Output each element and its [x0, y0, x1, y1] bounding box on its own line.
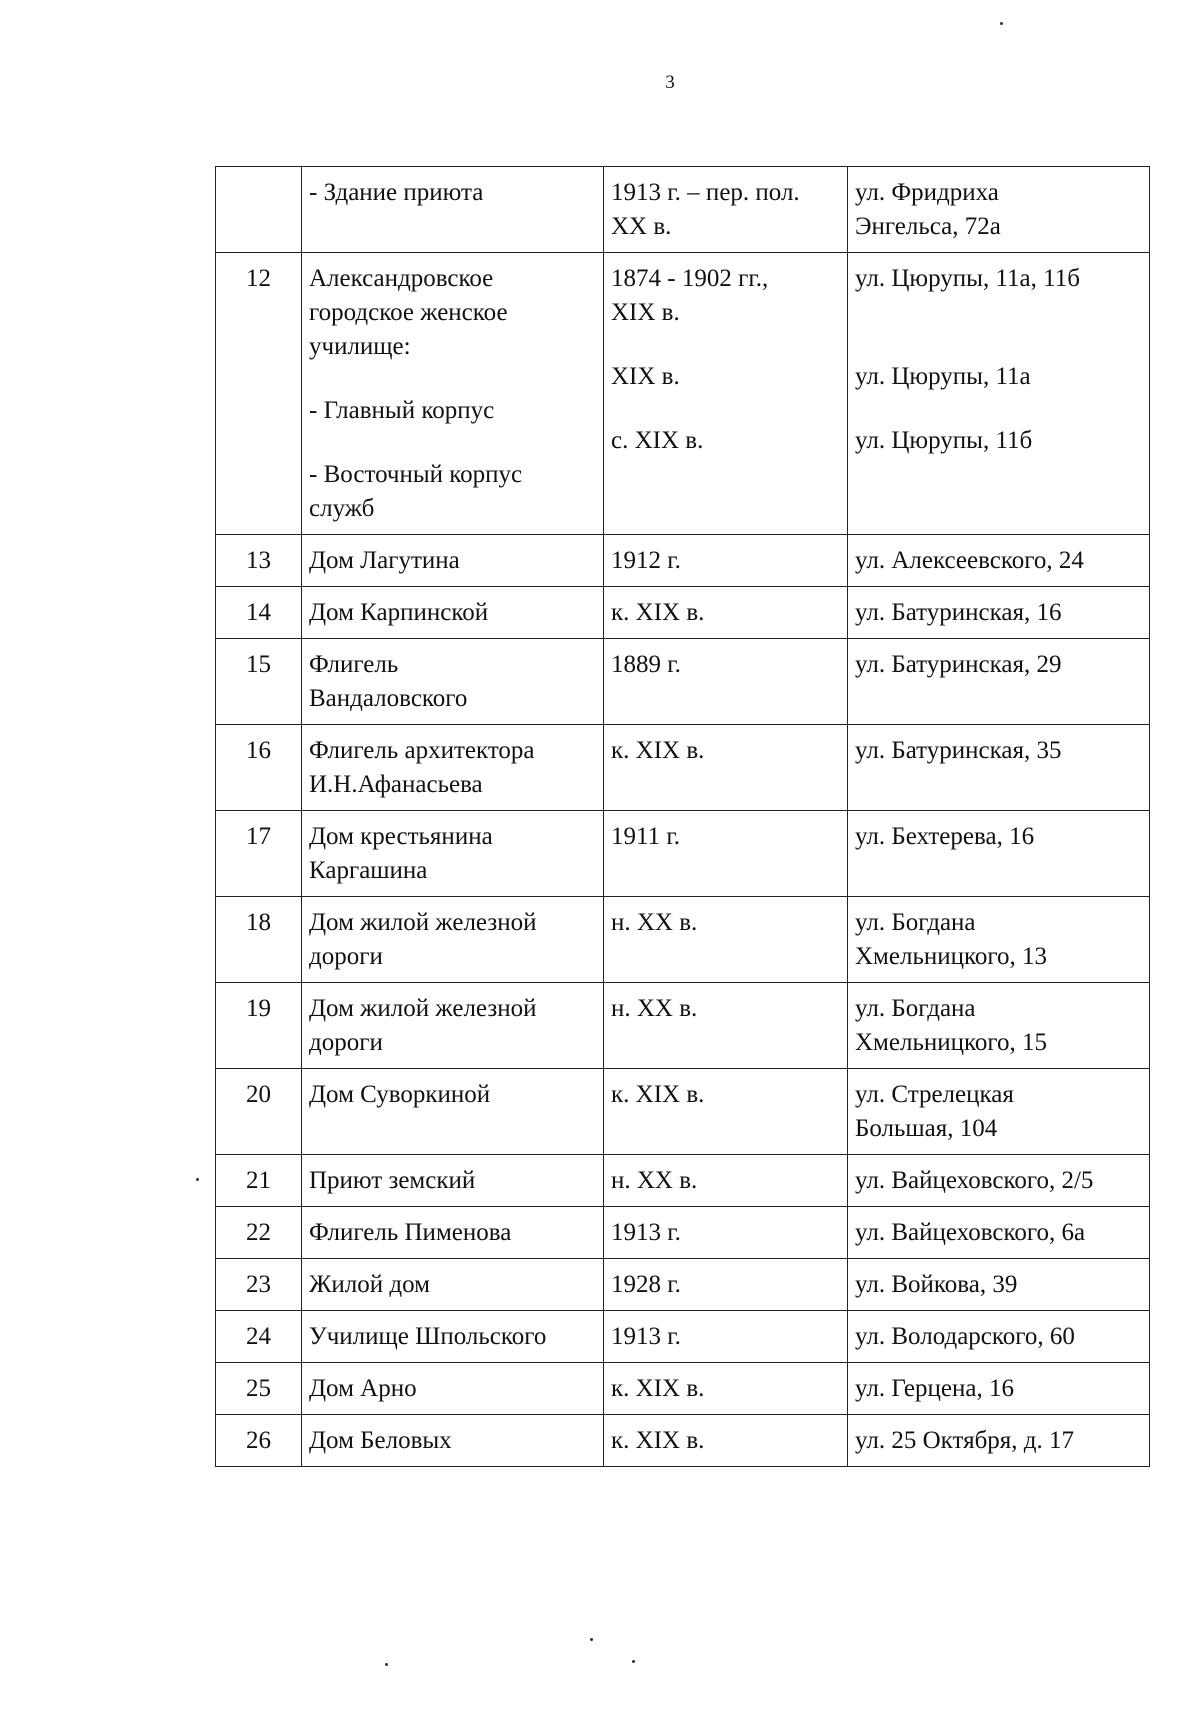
address-cell: [848, 1311, 1150, 1363]
registry-body: [216, 167, 1150, 1467]
date-cell: [604, 167, 848, 253]
row-number: 26: [216, 1415, 302, 1467]
address-cell-text: ул. Стрелецкая Большая, 104: [855, 1081, 1014, 1142]
name-cell-text: Жилой дом: [309, 1271, 430, 1298]
scan-speck: [1000, 22, 1003, 25]
name-cell: [302, 811, 604, 897]
address-cell-text: ул. Войкова, 39: [855, 1271, 1018, 1298]
date-cell: [604, 897, 848, 983]
address-cell-text: ул. Богдана Хмельницкого, 15: [855, 995, 1047, 1056]
address-cell: [848, 1155, 1150, 1207]
table-row: [216, 983, 1150, 1069]
name-cell-text: Дом Карпинской: [309, 599, 489, 626]
table-row: [216, 1259, 1150, 1311]
date-cell: [604, 983, 848, 1069]
address-cell-text: ул. Алексеевского, 24: [855, 547, 1084, 574]
address-cell: [848, 535, 1150, 587]
date-cell-text: с. XIX в.: [611, 427, 704, 454]
row-number: 21: [216, 1155, 302, 1207]
name-cell-text: Флигель Пименова: [309, 1219, 512, 1246]
name-cell: [302, 167, 604, 253]
date-cell-text: н. XX в.: [611, 909, 698, 936]
date-cell-text: 1889 г.: [611, 651, 681, 678]
name-cell: [302, 725, 604, 811]
address-cell-text: ул. 25 Октября, д. 17: [855, 1427, 1075, 1454]
table-row: [216, 587, 1150, 639]
address-cell: [848, 253, 1150, 535]
name-cell-text: Дом Арно: [309, 1375, 417, 1402]
date-cell-text: н. XX в.: [611, 995, 698, 1022]
date-cell-text: XIX в.: [611, 363, 680, 390]
scan-speck: [196, 1178, 199, 1181]
address-cell-text: ул. Бехтерева, 16: [855, 823, 1035, 850]
date-cell-text: к. XIX в.: [611, 1427, 705, 1454]
name-cell-text: Приют земский: [309, 1167, 476, 1194]
address-cell: [848, 725, 1150, 811]
name-cell: [302, 1069, 604, 1155]
date-cell: [604, 639, 848, 725]
address-cell: [848, 167, 1150, 253]
date-cell-text: н. XX в.: [611, 1167, 698, 1194]
table-row: [216, 639, 1150, 725]
name-cell-text: - Главный корпус: [309, 397, 495, 424]
address-cell: [848, 1259, 1150, 1311]
address-cell-text: ул. Батуринская, 29: [855, 651, 1062, 678]
name-cell-text: Дом Лагутина: [309, 547, 460, 574]
date-cell-text: к. XIX в.: [611, 737, 705, 764]
address-cell-text: ул. Володарского, 60: [855, 1323, 1075, 1350]
date-cell: [604, 1311, 848, 1363]
name-cell-text: Училище Шпольского: [309, 1323, 547, 1350]
table-row: [216, 253, 1150, 535]
row-number: [216, 167, 302, 253]
date-cell: [604, 1259, 848, 1311]
date-cell: [604, 1155, 848, 1207]
row-number: 18: [216, 897, 302, 983]
name-cell: [302, 1311, 604, 1363]
table-row: [216, 897, 1150, 983]
date-cell-text: 1912 г.: [611, 547, 681, 574]
name-cell-text: Дом крестьянина Каргашина: [309, 823, 493, 884]
row-number: 15: [216, 639, 302, 725]
date-cell-text: 1913 г.: [611, 1323, 681, 1350]
row-number: 24: [216, 1311, 302, 1363]
name-cell-text: Дом жилой железной дороги: [309, 909, 537, 970]
row-number: 13: [216, 535, 302, 587]
date-cell-text: к. XIX в.: [611, 1375, 705, 1402]
address-cell: [848, 1207, 1150, 1259]
name-cell-text: - Здание приюта: [309, 179, 484, 206]
name-cell-text: Дом Суворкиной: [309, 1081, 491, 1108]
name-cell: [302, 535, 604, 587]
table-row: [216, 1207, 1150, 1259]
date-cell: [604, 1415, 848, 1467]
date-cell: [604, 253, 848, 535]
address-cell-text: ул. Вайцеховского, 2/5: [855, 1167, 1094, 1194]
date-cell: [604, 587, 848, 639]
date-cell-text: 1928 г.: [611, 1271, 681, 1298]
date-cell: [604, 811, 848, 897]
table-row: [216, 811, 1150, 897]
address-cell: [848, 811, 1150, 897]
page-number: 3: [665, 72, 675, 93]
table-row: [216, 1415, 1150, 1467]
name-cell: [302, 639, 604, 725]
row-number: 20: [216, 1069, 302, 1155]
date-cell: [604, 535, 848, 587]
address-cell: [848, 983, 1150, 1069]
name-cell: [302, 1363, 604, 1415]
date-cell: [604, 1363, 848, 1415]
address-cell: [848, 897, 1150, 983]
table-row: [216, 725, 1150, 811]
name-cell-text: Флигель Вандаловского: [309, 651, 468, 712]
name-cell: [302, 1207, 604, 1259]
row-number: 17: [216, 811, 302, 897]
address-cell-text: ул. Цюрупы, 11б: [855, 427, 1033, 454]
date-cell: [604, 1207, 848, 1259]
date-cell-text: 1911 г.: [611, 823, 681, 850]
name-cell-text: - Восточный корпус служб: [309, 461, 523, 522]
address-cell: [848, 639, 1150, 725]
address-cell: [848, 1069, 1150, 1155]
name-cell-text: Флигель архитектора И.Н.Афанасьева: [309, 737, 535, 798]
table-row: [216, 1155, 1150, 1207]
table-row: [216, 1311, 1150, 1363]
date-cell: [604, 725, 848, 811]
name-cell: [302, 587, 604, 639]
date-cell-text: 1913 г. – пер. пол. XX в.: [611, 179, 800, 240]
row-number: 22: [216, 1207, 302, 1259]
name-cell: [302, 1415, 604, 1467]
address-cell: [848, 1415, 1150, 1467]
name-cell-text: Дом жилой железной дороги: [309, 995, 537, 1056]
address-cell-text: ул. Богдана Хмельницкого, 13: [855, 909, 1047, 970]
address-cell-text: ул. Герцена, 16: [855, 1375, 1014, 1402]
address-cell-text: ул. Фридриха Энгельса, 72а: [855, 179, 1001, 240]
row-number: 14: [216, 587, 302, 639]
date-cell-text: к. XIX в.: [611, 599, 705, 626]
row-number: 19: [216, 983, 302, 1069]
address-cell-text: ул. Батуринская, 16: [855, 599, 1062, 626]
name-cell: [302, 1259, 604, 1311]
name-cell: [302, 253, 604, 535]
table-row: [216, 535, 1150, 587]
name-cell: [302, 897, 604, 983]
date-cell-text: 1874 - 1902 гг., XIX в.: [611, 265, 769, 326]
name-cell: [302, 983, 604, 1069]
address-cell: [848, 1363, 1150, 1415]
scan-speck: [590, 1638, 593, 1641]
scan-speck: [632, 1660, 635, 1663]
row-number: 23: [216, 1259, 302, 1311]
name-cell-text: Дом Беловых: [309, 1427, 452, 1454]
row-number: 25: [216, 1363, 302, 1415]
date-cell-text: к. XIX в.: [611, 1081, 705, 1108]
address-cell-text: ул. Цюрупы, 11а, 11б: [855, 265, 1080, 292]
date-cell: [604, 1069, 848, 1155]
address-cell-text: ул. Вайцеховского, 6а: [855, 1219, 1086, 1246]
row-number: 12: [216, 253, 302, 535]
name-cell-text: Александровское городское женское училище:: [309, 265, 508, 360]
table-row: [216, 167, 1150, 253]
heritage-registry-table: [215, 166, 1150, 1467]
date-cell-text: 1913 г.: [611, 1219, 681, 1246]
address-cell: [848, 587, 1150, 639]
row-number: 16: [216, 725, 302, 811]
scan-speck: [385, 1663, 388, 1666]
address-cell-text: ул. Батуринская, 35: [855, 737, 1062, 764]
address-cell-text: ул. Цюрупы, 11а: [855, 363, 1031, 390]
table-row: [216, 1069, 1150, 1155]
table-row: [216, 1363, 1150, 1415]
name-cell: [302, 1155, 604, 1207]
